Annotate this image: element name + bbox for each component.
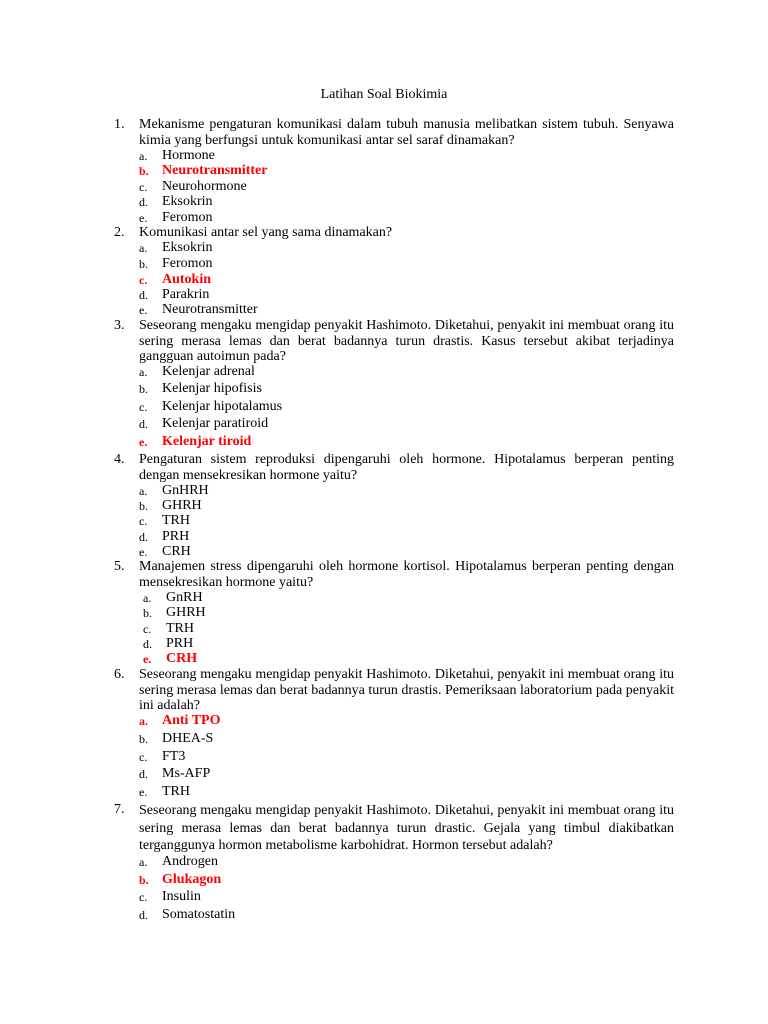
- option-letter: e.: [139, 785, 148, 799]
- option-text: PRH: [166, 636, 194, 651]
- question-number: 1.: [114, 117, 125, 132]
- option-letter: b.: [143, 606, 152, 620]
- option-letter: b.: [139, 257, 148, 271]
- option-letter: d.: [139, 767, 148, 781]
- question-text: Mekanisme pengaturan komunikasi dalam tubuh manusia melibatkan sistem tubuh. Senyawa kimia yang berfungsi untuk komunikasi antar sel saraf dinamakan?: [139, 117, 674, 148]
- option-letter: a.: [139, 365, 148, 379]
- option-text: Eksokrin: [162, 194, 213, 209]
- question-text: Komunikasi antar sel yang sama dinamakan?: [139, 225, 393, 240]
- option-letter: b.: [139, 164, 149, 178]
- option-letter: d.: [139, 417, 148, 431]
- option-text: Feromon: [162, 256, 213, 271]
- option-letter: a.: [143, 591, 152, 605]
- option-letter: a.: [139, 484, 148, 498]
- option-text: Kelenjar hipofisis: [162, 381, 262, 396]
- option-letter: c.: [139, 750, 148, 764]
- question-text: Seseorang mengaku mengidap penyakit Hashimoto. Diketahui, penyakit ini membuat orang itu sering merasa lemas dan berat badannya turun drastis. Pemeriksaan laboratorium pada penyakit ini adalah?: [139, 667, 674, 713]
- option-letter: e.: [139, 435, 148, 449]
- option-text: Androgen: [162, 854, 218, 869]
- option-letter: c.: [139, 273, 148, 287]
- option-text: FT3: [162, 749, 186, 764]
- option-text: GHRH: [166, 605, 206, 620]
- option-text: Insulin: [162, 889, 201, 904]
- option-letter: d.: [139, 195, 148, 209]
- option-letter: d.: [139, 908, 148, 922]
- question-text: Pengaturan sistem reproduksi dipengaruhi oleh hormone. Hipotalamus berperan penting dengan mensekresikan hormone yaitu?: [139, 452, 674, 483]
- option-letter: c.: [139, 180, 148, 194]
- option-letter: b.: [139, 382, 148, 396]
- option-letter: e.: [139, 545, 148, 559]
- option-text: Parakrin: [162, 287, 210, 302]
- option-text: Kelenjar adrenal: [162, 364, 255, 379]
- option-text: GnHRH: [162, 483, 209, 498]
- option-text: Kelenjar tiroid: [162, 434, 252, 449]
- option-letter: a.: [139, 714, 148, 728]
- question-number: 7.: [114, 802, 125, 817]
- option-letter: b.: [139, 732, 148, 746]
- option-letter: e.: [139, 303, 148, 317]
- option-text: PRH: [162, 529, 190, 544]
- option-letter: a.: [139, 241, 148, 255]
- option-text: Ms-AFP: [162, 766, 211, 781]
- option-text: Eksokrin: [162, 240, 213, 255]
- option-text: TRH: [162, 784, 190, 799]
- question-text: Manajemen stress dipengaruhi oleh hormone kortisol. Hipotalamus berperan penting dengan mensekresikan hormone yaitu?: [139, 559, 674, 590]
- question-number: 3.: [114, 318, 125, 333]
- option-text: GHRH: [162, 498, 202, 513]
- document-title: Latihan Soal Biokimia: [320, 87, 448, 102]
- option-text: Glukagon: [162, 872, 222, 887]
- question-number: 5.: [114, 559, 125, 574]
- option-letter: d.: [139, 530, 148, 544]
- question-number: 4.: [114, 452, 125, 467]
- question-text: Seseorang mengaku mengidap penyakit Hashimoto. Diketahui, penyakit ini membuat orang itu sering merasa lemas dan berat badannya turun drastis. Kasus tersebut akibat terjadinya gangguan autoimun pada?: [139, 318, 674, 364]
- option-text: CRH: [166, 651, 198, 666]
- option-letter: e.: [143, 652, 152, 666]
- option-letter: b.: [139, 499, 148, 513]
- option-text: Neurotransmitter: [162, 302, 258, 317]
- option-letter: a.: [139, 149, 148, 163]
- option-letter: c.: [143, 622, 152, 636]
- question-text: Seseorang mengaku mengidap penyakit Hashimoto. Diketahui, penyakit ini membuat orang itu sering merasa lemas dan berat badannya turun drastic. Gejala yang timbul diakibatkan terganggunya hormon metabolisme karbohidrat. Hormon tersebut adalah?: [139, 803, 674, 853]
- option-text: Anti TPO: [162, 713, 221, 728]
- option-letter: a.: [139, 855, 148, 869]
- option-text: Hormone: [162, 148, 215, 163]
- option-text: Somatostatin: [162, 907, 236, 922]
- option-text: Neurohormone: [162, 179, 247, 194]
- option-letter: c.: [139, 400, 148, 414]
- option-text: Kelenjar hipotalamus: [162, 399, 283, 414]
- option-letter: b.: [139, 873, 149, 887]
- option-text: Kelenjar paratiroid: [162, 416, 269, 431]
- option-letter: d.: [143, 637, 152, 651]
- option-text: CRH: [162, 544, 191, 559]
- option-letter: c.: [139, 514, 148, 528]
- option-text: Autokin: [162, 272, 212, 287]
- question-number: 2.: [114, 225, 125, 240]
- option-text: TRH: [162, 513, 190, 528]
- option-text: Feromon: [162, 210, 213, 225]
- option-letter: c.: [139, 890, 148, 904]
- option-text: DHEA-S: [162, 731, 214, 746]
- option-letter: e.: [139, 211, 148, 225]
- option-text: Neurotransmitter: [162, 163, 268, 178]
- option-letter: d.: [139, 288, 148, 302]
- question-number: 6.: [114, 667, 125, 682]
- option-text: TRH: [166, 621, 194, 636]
- option-text: GnRH: [166, 590, 203, 605]
